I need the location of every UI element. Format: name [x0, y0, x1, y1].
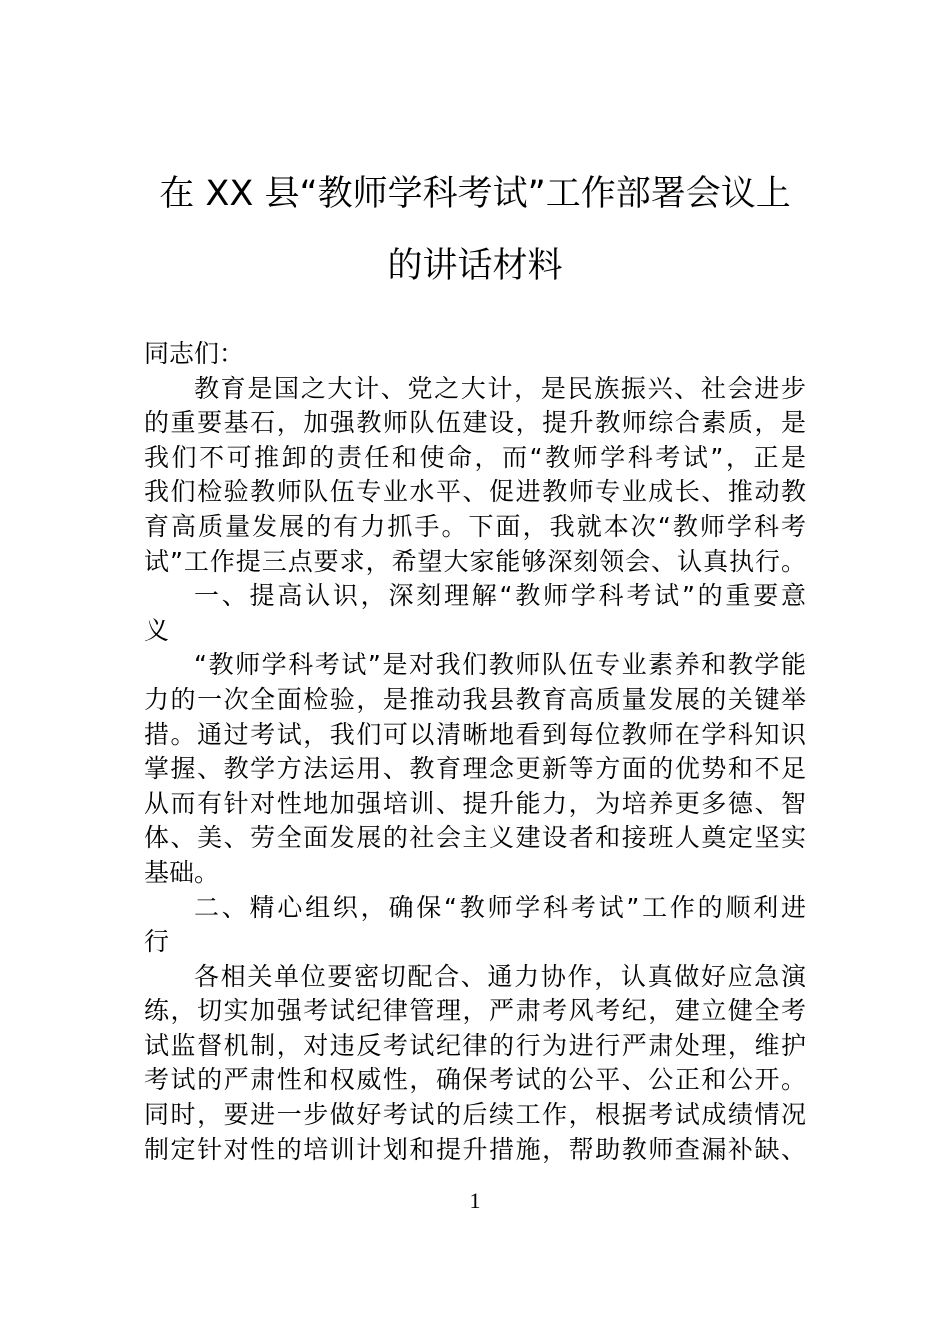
paragraph-line: 试监督机制，对违反考试纪律的行为进行严肃处理，维护: [144, 1030, 806, 1060]
paragraph-line: 考试的严肃性和权威性，确保考试的公平、公正和公开。: [144, 1065, 806, 1095]
paragraph-line: 掌握、教学方法运用、教育理念更新等方面的优势和不足: [144, 754, 806, 784]
paragraph-line: 的重要基石，加强教师队伍建设，提升教师综合素质，是: [144, 408, 806, 438]
paragraph-line: 制定针对性的培训计划和提升措施，帮助教师查漏补缺、: [144, 1134, 806, 1164]
page-number: 1: [469, 1188, 481, 1213]
document-body: [144, 337, 806, 1167]
salutation: 同志们：: [144, 339, 245, 368]
document-title-line-2: 的讲话材料: [387, 246, 563, 286]
section-heading-1-cont: 义: [144, 615, 170, 645]
section-heading-1: 一、提高认识，深刻理解“教师学科考试”的重要意: [194, 581, 806, 611]
paragraph-line: 力的一次全面检验，是推动我县教育高质量发展的关键举: [144, 684, 806, 714]
paragraph-line: 从而有针对性地加强培训、提升能力，为培养更多德、智: [144, 788, 806, 818]
paragraph-line: 育高质量发展的有力抓手。下面，我就本次“教师学科考: [144, 511, 806, 541]
paragraph-line: 基础。: [144, 857, 220, 887]
section-heading-2: 二、精心组织，确保“教师学科考试”工作的顺利进: [194, 892, 806, 922]
paragraph-line: 我们检验教师队伍专业水平、促进教师专业成长、推动教: [144, 477, 806, 507]
paragraph-line: 我们不可推卸的责任和使命，而“教师学科考试”，正是: [144, 442, 806, 472]
paragraph-line: 各相关单位要密切配合、通力协作，认真做好应急演: [194, 961, 806, 991]
section-heading-2-cont: 行: [144, 927, 170, 957]
paragraph-line: “教师学科考试”是对我们教师队伍专业素养和教学能: [194, 650, 806, 680]
paragraph-line: 体、美、劳全面发展的社会主义建设者和接班人奠定坚实: [144, 823, 806, 853]
paragraph-line: 措。通过考试，我们可以清晰地看到每位教师在学科知识: [144, 719, 806, 749]
paragraph-line: 练，切实加强考试纪律管理，严肃考风考纪，建立健全考: [144, 996, 806, 1026]
document-title-line-1: 在 XX 县“教师学科考试”工作部署会议上: [159, 174, 791, 214]
paragraph-line: 试”工作提三点要求，希望大家能够深刻领会、认真执行。: [144, 546, 806, 576]
paragraph-line: 教育是国之大计、党之大计，是民族振兴、社会进步: [194, 373, 806, 403]
paragraph-line: 同时，要进一步做好考试的后续工作，根据考试成绩情况: [144, 1100, 806, 1130]
